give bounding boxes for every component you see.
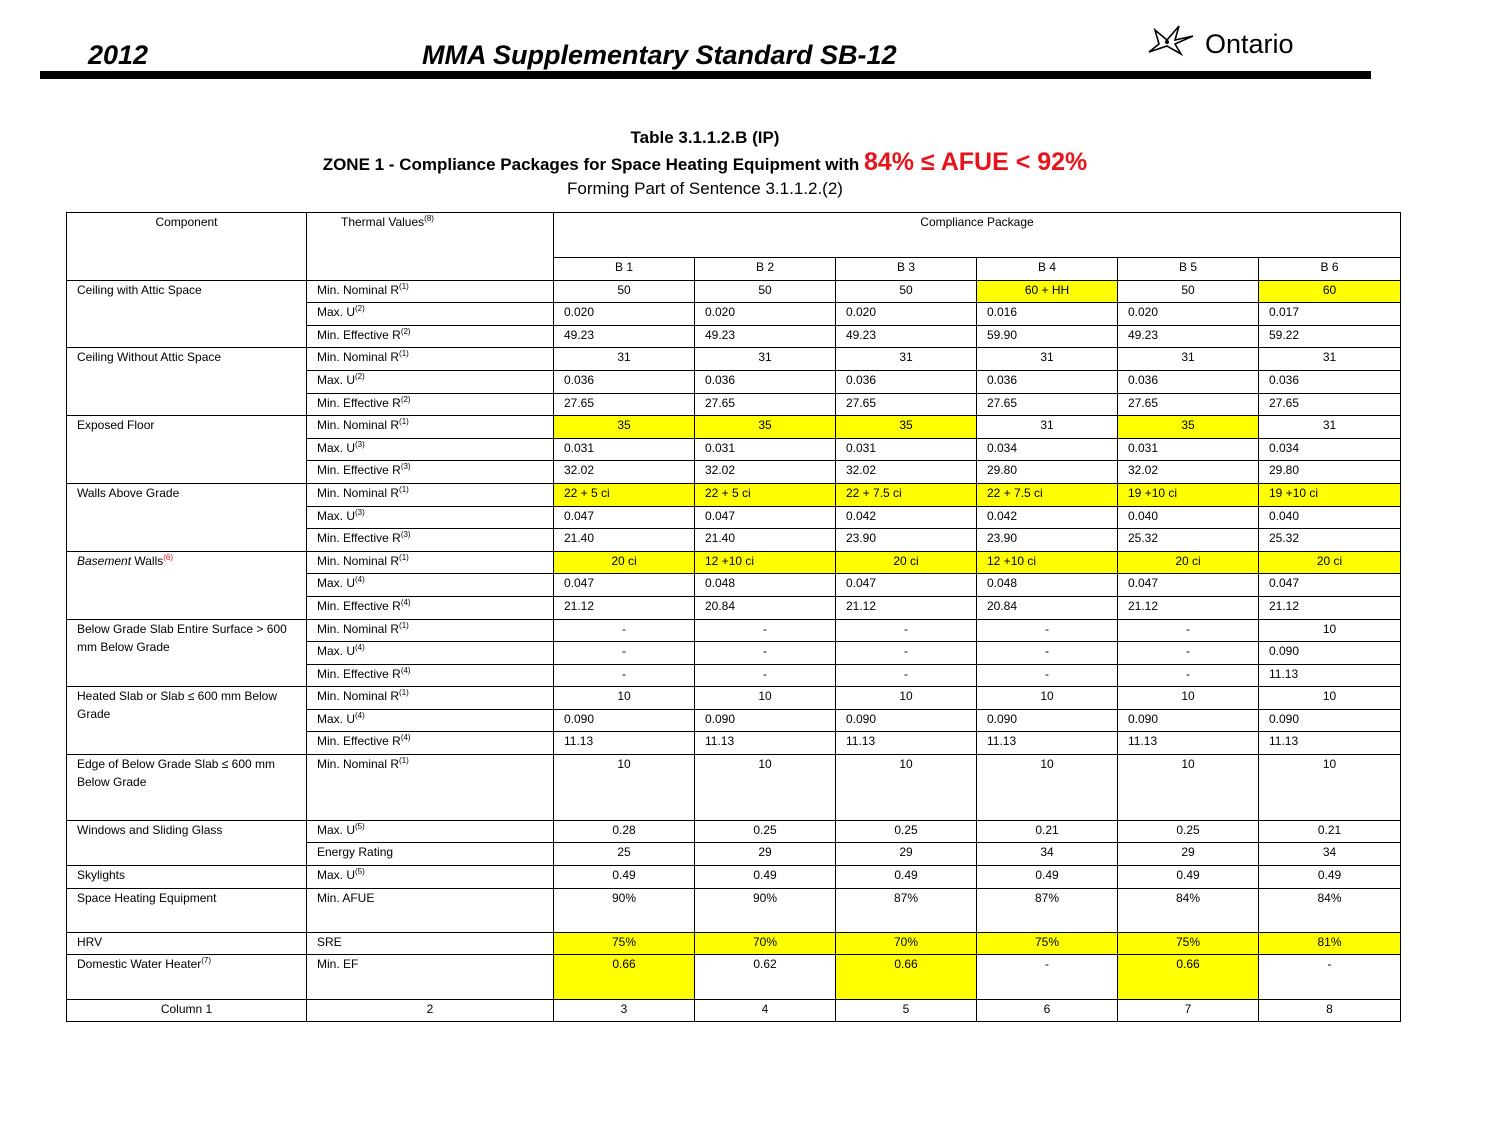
- value-cell-b4: 0.036: [977, 370, 1118, 393]
- value-cell-b1: 11.13: [554, 732, 695, 755]
- value-cell-b2: 27.65: [695, 393, 836, 416]
- thermal-value-label: Max. $U^{(5)}$: [307, 820, 554, 843]
- component-cell: Edge of Below Grade Slab ≤ 600 mm Below Grade: [67, 755, 307, 821]
- value-cell-b4: 23.90: [977, 529, 1118, 552]
- value-cell-b1: -: [554, 619, 695, 642]
- value-cell-b5: 84%: [1118, 888, 1259, 932]
- value-cell-b1: 0.49: [554, 866, 695, 889]
- value-cell-b4: 0.016: [977, 303, 1118, 326]
- column-number-8: 8: [1259, 999, 1401, 1022]
- value-cell-b4: 59.90: [977, 325, 1118, 348]
- compliance-table: [66, 212, 1401, 1022]
- thermal-value-label: Max. $U^{(5)}$: [307, 866, 554, 889]
- value-cell-b4: -: [977, 664, 1118, 687]
- value-cell-b3: 29: [836, 843, 977, 866]
- thermal-value-label: Max. $U^{(4)}$: [307, 642, 554, 665]
- value-cell-b2: 0.090: [695, 709, 836, 732]
- column-number-7: 7: [1118, 999, 1259, 1022]
- value-cell-b6: 19 +10 ci: [1259, 483, 1401, 506]
- value-cell-b3: 70%: [836, 932, 977, 955]
- value-cell-b5: 25.32: [1118, 529, 1259, 552]
- value-cell-b4: 10: [977, 687, 1118, 710]
- value-cell-b2: 0.048: [695, 574, 836, 597]
- value-cell-b6: 0.047: [1259, 574, 1401, 597]
- value-cell-b3: 50: [836, 280, 977, 303]
- value-cell-b2: 35: [695, 416, 836, 439]
- table-title-text: ZONE 1 - Compliance Packages for Space Heating Equipment with: [322, 155, 864, 174]
- value-cell-b1: 0.047: [554, 506, 695, 529]
- value-cell-b4: 0.21: [977, 820, 1118, 843]
- value-cell-b1: 0.047: [554, 574, 695, 597]
- value-cell-b1: 0.28: [554, 820, 695, 843]
- value-cell-b2: -: [695, 642, 836, 665]
- value-cell-b6: 10: [1259, 755, 1401, 821]
- thermal-value-label: Min. Nominal $R^{(1)}$: [307, 348, 554, 371]
- value-cell-b5: 75%: [1118, 932, 1259, 955]
- value-cell-b6: 84%: [1259, 888, 1401, 932]
- value-cell-b4: -: [977, 955, 1118, 999]
- thermal-value-label: Max. $U^{(4)}$: [307, 709, 554, 732]
- thermal-value-label: Min. Effective $R^{(2)}$: [307, 325, 554, 348]
- value-cell-b4: 22 + 7.5 ci: [977, 483, 1118, 506]
- value-cell-b4: -: [977, 642, 1118, 665]
- value-cell-b6: 27.65: [1259, 393, 1401, 416]
- component-cell: Ceiling with Attic Space: [67, 280, 307, 348]
- table-row: [67, 888, 1401, 932]
- value-cell-b6: 59.22: [1259, 325, 1401, 348]
- component-cell: HRV: [67, 932, 307, 955]
- value-cell-b4: 60 + HH: [977, 280, 1118, 303]
- value-cell-b6: 11.13: [1259, 732, 1401, 755]
- package-header-3: B 3: [836, 258, 977, 281]
- logo-text: Ontario: [1205, 29, 1294, 59]
- value-cell-b2: 49.23: [695, 325, 836, 348]
- header-title: MMA Supplementary Standard SB-12: [422, 40, 897, 70]
- thermal-value-label: Min. AFUE: [307, 888, 554, 932]
- value-cell-b3: 10: [836, 755, 977, 821]
- value-cell-b4: 0.034: [977, 438, 1118, 461]
- table-row: [67, 820, 1401, 843]
- value-cell-b4: 29.80: [977, 461, 1118, 484]
- value-cell-b3: 21.12: [836, 596, 977, 619]
- value-cell-b2: 10: [695, 687, 836, 710]
- component-cell: Below Grade Slab Entire Surface > 600 mm Below Grade: [67, 619, 307, 687]
- value-cell-b3: 0.031: [836, 438, 977, 461]
- header-year: 2012: [88, 40, 149, 70]
- value-cell-b5: 35: [1118, 416, 1259, 439]
- thermal-value-label: Min. EF: [307, 955, 554, 999]
- value-cell-b6: 10: [1259, 687, 1401, 710]
- value-cell-b2: 22 + 5 ci: [695, 483, 836, 506]
- value-cell-b3: 49.23: [836, 325, 977, 348]
- value-cell-b6: 21.12: [1259, 596, 1401, 619]
- value-cell-b6: 0.090: [1259, 642, 1401, 665]
- table-row: [67, 687, 1401, 710]
- value-cell-b6: 31: [1259, 348, 1401, 371]
- value-cell-b6: 34: [1259, 843, 1401, 866]
- ontario-logo: [1145, 22, 1294, 58]
- value-cell-b1: 25: [554, 843, 695, 866]
- value-cell-b1: 31: [554, 348, 695, 371]
- value-cell-b2: 32.02: [695, 461, 836, 484]
- value-cell-b3: 87%: [836, 888, 977, 932]
- value-cell-b6: 0.49: [1259, 866, 1401, 889]
- value-cell-b1: 0.020: [554, 303, 695, 326]
- table-row: [67, 755, 1401, 821]
- value-cell-b2: 70%: [695, 932, 836, 955]
- value-cell-b2: 12 +10 ci: [695, 551, 836, 574]
- value-cell-b1: -: [554, 642, 695, 665]
- value-cell-b4: 31: [977, 416, 1118, 439]
- value-cell-b2: 11.13: [695, 732, 836, 755]
- package-header-2: B 2: [695, 258, 836, 281]
- value-cell-b1: -: [554, 664, 695, 687]
- component-cell: Skylights: [67, 866, 307, 889]
- value-cell-b5: 32.02: [1118, 461, 1259, 484]
- value-cell-b6: 10: [1259, 619, 1401, 642]
- value-cell-b4: 20.84: [977, 596, 1118, 619]
- thermal-value-label: Max. $U^{(2)}$: [307, 303, 554, 326]
- column-number-row: [67, 999, 1401, 1022]
- value-cell-b4: 10: [977, 755, 1118, 821]
- value-cell-b5: 0.090: [1118, 709, 1259, 732]
- value-cell-b5: 19 +10 ci: [1118, 483, 1259, 506]
- value-cell-b6: 0.21: [1259, 820, 1401, 843]
- value-cell-b3: 20 ci: [836, 551, 977, 574]
- table-row: [67, 866, 1401, 889]
- table-row: [67, 416, 1401, 439]
- value-cell-b6: 20 ci: [1259, 551, 1401, 574]
- component-cell: Windows and Sliding Glass: [67, 820, 307, 865]
- value-cell-b3: 0.020: [836, 303, 977, 326]
- table-number: Table 3.1.1.2.B (IP): [630, 128, 780, 147]
- trillium-icon: [1145, 22, 1203, 58]
- value-cell-b6: 0.034: [1259, 438, 1401, 461]
- value-cell-b4: 12 +10 ci: [977, 551, 1118, 574]
- value-cell-b1: 90%: [554, 888, 695, 932]
- value-cell-b2: 0.020: [695, 303, 836, 326]
- package-header-4: B 4: [977, 258, 1118, 281]
- value-cell-b5: 0.66: [1118, 955, 1259, 999]
- value-cell-b5: 49.23: [1118, 325, 1259, 348]
- thermal-value-label: Min. Effective $R^{(4)}$: [307, 732, 554, 755]
- value-cell-b1: 21.40: [554, 529, 695, 552]
- header-rule: [40, 71, 1371, 79]
- component-cell: Heated Slab or Slab ≤ 600 mm Below Grade: [67, 687, 307, 755]
- thermal-value-label: SRE: [307, 932, 554, 955]
- value-cell-b2: 29: [695, 843, 836, 866]
- value-cell-b3: -: [836, 642, 977, 665]
- value-cell-b5: 29: [1118, 843, 1259, 866]
- value-cell-b2: 0.25: [695, 820, 836, 843]
- value-cell-b2: 20.84: [695, 596, 836, 619]
- value-cell-b5: 10: [1118, 687, 1259, 710]
- value-cell-b3: 0.66: [836, 955, 977, 999]
- header-row: [67, 213, 1401, 258]
- value-cell-b4: 31: [977, 348, 1118, 371]
- value-cell-b2: 0.49: [695, 866, 836, 889]
- value-cell-b5: -: [1118, 619, 1259, 642]
- component-cell: Space Heating Equipment: [67, 888, 307, 932]
- value-cell-b4: -: [977, 619, 1118, 642]
- value-cell-b5: 50: [1118, 280, 1259, 303]
- value-cell-b3: 0.042: [836, 506, 977, 529]
- value-cell-b3: 0.090: [836, 709, 977, 732]
- value-cell-b5: 0.040: [1118, 506, 1259, 529]
- value-cell-b3: 11.13: [836, 732, 977, 755]
- value-cell-b3: 0.25: [836, 820, 977, 843]
- value-cell-b2: 21.40: [695, 529, 836, 552]
- thermal-value-label: Max. $U^{(3)}$: [307, 438, 554, 461]
- value-cell-b1: 75%: [554, 932, 695, 955]
- table-row: [67, 280, 1401, 303]
- component-cell: Exposed Floor: [67, 416, 307, 484]
- value-cell-b5: 20 ci: [1118, 551, 1259, 574]
- value-cell-b5: -: [1118, 664, 1259, 687]
- value-cell-b6: -: [1259, 955, 1401, 999]
- value-cell-b2: 50: [695, 280, 836, 303]
- thermal-value-label: Min. Effective $R^{(4)}$: [307, 596, 554, 619]
- thermal-value-label: Min. Effective $R^{(3)}$: [307, 529, 554, 552]
- thermal-value-label: Min. Nominal $R^{(1)}$: [307, 551, 554, 574]
- value-cell-b4: 75%: [977, 932, 1118, 955]
- thermal-value-label: Max. $U^{(3)}$: [307, 506, 554, 529]
- component-cell: Domestic Water Heater$^{(7)}$: [67, 955, 307, 999]
- thermal-value-label: Min. Nominal $R^{(1)}$: [307, 416, 554, 439]
- value-cell-b5: 21.12: [1118, 596, 1259, 619]
- value-cell-b5: 10: [1118, 755, 1259, 821]
- value-cell-b6: 0.040: [1259, 506, 1401, 529]
- value-cell-b3: 22 + 7.5 ci: [836, 483, 977, 506]
- table-row: [67, 932, 1401, 955]
- value-cell-b5: 0.49: [1118, 866, 1259, 889]
- value-cell-b2: 0.62: [695, 955, 836, 999]
- thermal-value-label: Min. Effective $R^{(3)}$: [307, 461, 554, 484]
- value-cell-b6: 0.017: [1259, 303, 1401, 326]
- value-cell-b1: 49.23: [554, 325, 695, 348]
- value-cell-b1: 20 ci: [554, 551, 695, 574]
- table-row: [67, 551, 1401, 574]
- component-header: Component: [67, 213, 307, 281]
- value-cell-b1: 50: [554, 280, 695, 303]
- value-cell-b2: 0.031: [695, 438, 836, 461]
- value-cell-b6: 31: [1259, 416, 1401, 439]
- thermal-value-label: Energy Rating: [307, 843, 554, 866]
- value-cell-b6: 60: [1259, 280, 1401, 303]
- value-cell-b4: 11.13: [977, 732, 1118, 755]
- value-cell-b2: -: [695, 664, 836, 687]
- value-cell-b4: 87%: [977, 888, 1118, 932]
- value-cell-b5: 0.047: [1118, 574, 1259, 597]
- table-title: [0, 148, 1410, 177]
- table-row: [67, 619, 1401, 642]
- thermal-value-label: Min. Nominal $R^{(1)}$: [307, 483, 554, 506]
- table-heading: [0, 128, 1410, 199]
- value-cell-b5: 27.65: [1118, 393, 1259, 416]
- component-cell: Walls Above Grade: [67, 483, 307, 551]
- thermal-value-label: Min. Nominal $R^{(1)}$: [307, 687, 554, 710]
- value-cell-b1: 10: [554, 755, 695, 821]
- thermal-value-label: Min. Nominal $R^{(1)}$: [307, 280, 554, 303]
- component-cell: Ceiling Without Attic Space: [67, 348, 307, 416]
- value-cell-b6: 29.80: [1259, 461, 1401, 484]
- package-header-1: B 1: [554, 258, 695, 281]
- table-row: [67, 483, 1401, 506]
- column-number-6: 6: [977, 999, 1118, 1022]
- component-cell: Basement Walls$^{(6)}$: [67, 551, 307, 619]
- column-number-1: Column 1: [67, 999, 307, 1022]
- column-number-2: 2: [307, 999, 554, 1022]
- value-cell-b2: 0.047: [695, 506, 836, 529]
- column-number-4: 4: [695, 999, 836, 1022]
- thermal-values-header: Thermal Values$^{(8)}$: [307, 213, 554, 281]
- value-cell-b2: 0.036: [695, 370, 836, 393]
- value-cell-b6: 0.036: [1259, 370, 1401, 393]
- value-cell-b5: 0.031: [1118, 438, 1259, 461]
- value-cell-b3: 35: [836, 416, 977, 439]
- value-cell-b5: 0.036: [1118, 370, 1259, 393]
- value-cell-b3: 0.036: [836, 370, 977, 393]
- value-cell-b2: 31: [695, 348, 836, 371]
- value-cell-b4: 0.49: [977, 866, 1118, 889]
- value-cell-b3: 10: [836, 687, 977, 710]
- value-cell-b4: 0.042: [977, 506, 1118, 529]
- value-cell-b3: 23.90: [836, 529, 977, 552]
- value-cell-b1: 21.12: [554, 596, 695, 619]
- value-cell-b1: 10: [554, 687, 695, 710]
- column-number-5: 5: [836, 999, 977, 1022]
- thermal-value-label: Max. $U^{(2)}$: [307, 370, 554, 393]
- value-cell-b4: 0.090: [977, 709, 1118, 732]
- afue-range: 84% ≤ AFUE < 92%: [863, 148, 1088, 176]
- value-cell-b1: 0.66: [554, 955, 695, 999]
- thermal-value-label: Min. Nominal $R^{(1)}$: [307, 755, 554, 821]
- value-cell-b1: 27.65: [554, 393, 695, 416]
- table-subtitle: Forming Part of Sentence 3.1.1.2.(2): [567, 179, 843, 198]
- value-cell-b4: 27.65: [977, 393, 1118, 416]
- table-row: [67, 955, 1401, 999]
- value-cell-b1: 32.02: [554, 461, 695, 484]
- value-cell-b6: 81%: [1259, 932, 1401, 955]
- value-cell-b1: 22 + 5 ci: [554, 483, 695, 506]
- value-cell-b5: 0.020: [1118, 303, 1259, 326]
- thermal-value-label: Min. Effective $R^{(4)}$: [307, 664, 554, 687]
- table-row: [67, 348, 1401, 371]
- value-cell-b5: -: [1118, 642, 1259, 665]
- value-cell-b4: 34: [977, 843, 1118, 866]
- thermal-value-label: Min. Nominal $R^{(1)}$: [307, 619, 554, 642]
- value-cell-b6: 11.13: [1259, 664, 1401, 687]
- value-cell-b1: 0.036: [554, 370, 695, 393]
- thermal-value-label: Max. $U^{(4)}$: [307, 574, 554, 597]
- value-cell-b2: 90%: [695, 888, 836, 932]
- value-cell-b4: 0.048: [977, 574, 1118, 597]
- value-cell-b6: 25.32: [1259, 529, 1401, 552]
- value-cell-b3: 0.49: [836, 866, 977, 889]
- value-cell-b1: 0.031: [554, 438, 695, 461]
- value-cell-b3: 0.047: [836, 574, 977, 597]
- thermal-value-label: Min. Effective $R^{(2)}$: [307, 393, 554, 416]
- value-cell-b3: -: [836, 619, 977, 642]
- value-cell-b1: 0.090: [554, 709, 695, 732]
- value-cell-b3: 32.02: [836, 461, 977, 484]
- value-cell-b3: 31: [836, 348, 977, 371]
- value-cell-b5: 31: [1118, 348, 1259, 371]
- column-number-3: 3: [554, 999, 695, 1022]
- package-header-5: B 5: [1118, 258, 1259, 281]
- value-cell-b2: 10: [695, 755, 836, 821]
- value-cell-b6: 0.090: [1259, 709, 1401, 732]
- package-header-6: B 6: [1259, 258, 1401, 281]
- value-cell-b1: 35: [554, 416, 695, 439]
- value-cell-b2: -: [695, 619, 836, 642]
- value-cell-b3: -: [836, 664, 977, 687]
- value-cell-b3: 27.65: [836, 393, 977, 416]
- value-cell-b5: 0.25: [1118, 820, 1259, 843]
- compliance-package-header: Compliance Package: [554, 213, 1401, 258]
- value-cell-b5: 11.13: [1118, 732, 1259, 755]
